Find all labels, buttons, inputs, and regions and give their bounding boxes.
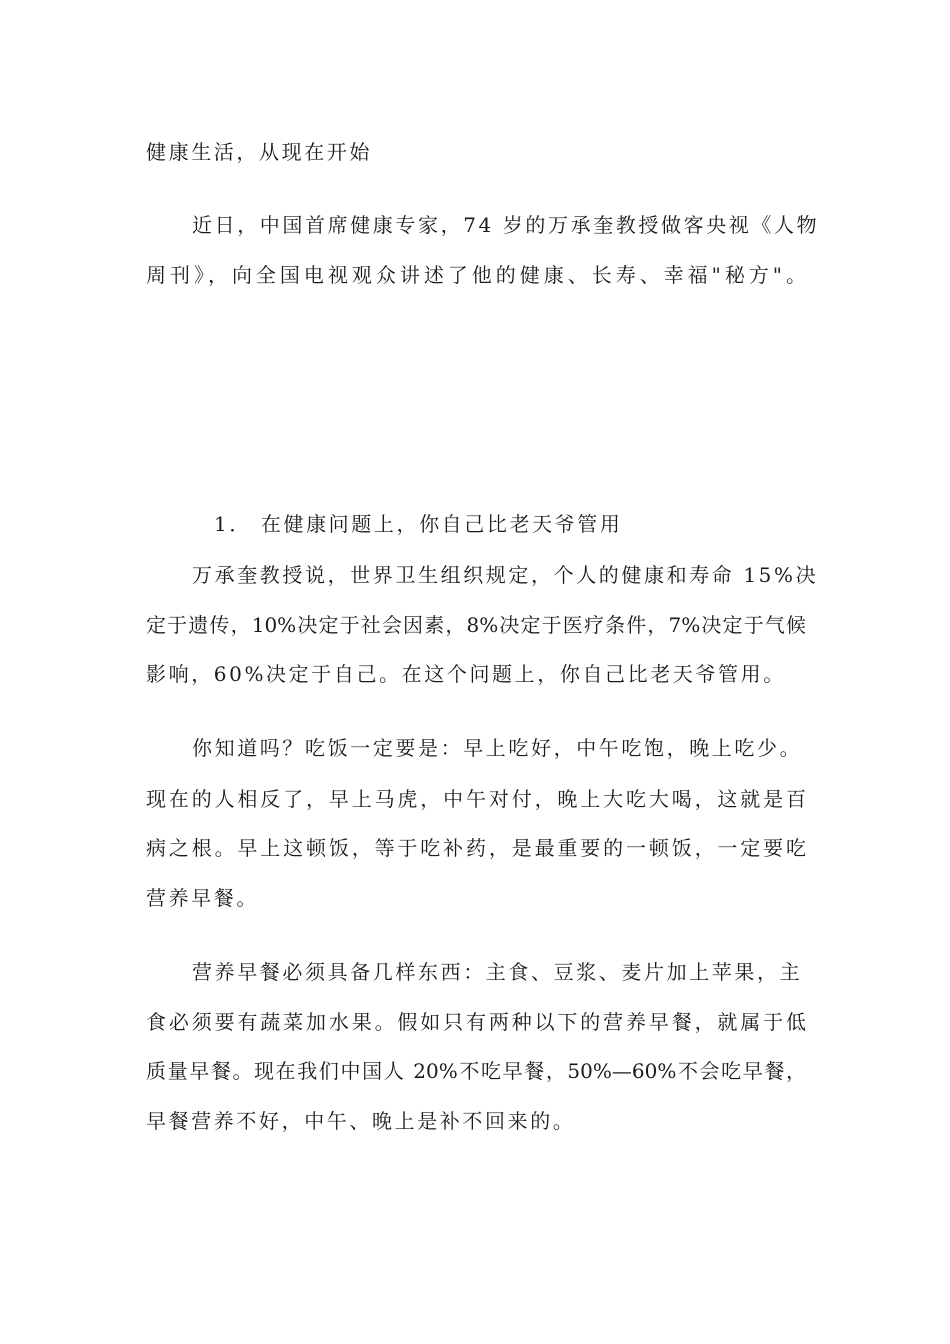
para2-line-3: 病之根。早上这顿饭，等于吃补药，是最重要的一顿饭，一定要吃 — [146, 836, 806, 860]
para2-line-2: 现在的人相反了，早上马虎，中午对付，晚上大吃大喝，这就是百 — [146, 787, 806, 811]
para2-line-1: 你知道吗？吃饭一定要是：早上吃好，中午吃饱，晚上吃少。 — [192, 736, 803, 760]
para3-line-4: 早餐营养不好，中午、晚上是补不回来的。 — [146, 1109, 576, 1133]
para1-line-2: 定于遗传，10%决定于社会因素，8%决定于医疗条件，7%决定于气候 — [146, 613, 806, 637]
para3-line-2: 食必须要有蔬菜加水果。假如只有两种以下的营养早餐，就属于低 — [146, 1010, 806, 1034]
intro-line-2: 周刊》，向全国电视观众讲述了他的健康、长寿、幸福"秘方"。 — [146, 263, 806, 287]
intro-line-1: 近日，中国首席健康专家，74 岁的万承奎教授做客央视《人物 — [192, 213, 820, 237]
para2-line-4: 营养早餐。 — [146, 886, 259, 910]
para3-line-3: 质量早餐。现在我们中国人 20%不吃早餐，50%—60%不会吃早餐， — [146, 1059, 806, 1083]
para1-line-1: 万承奎教授说，世界卫生组织规定，个人的健康和寿命 15%决 — [192, 563, 819, 587]
section-heading: 1． 在健康问题上，你自己比老天爷管用 — [214, 512, 623, 536]
para1-line-3: 影响，60%决定于自己。在这个问题上，你自己比老天爷管用。 — [146, 662, 786, 686]
document-title: 健康生活，从现在开始 — [146, 140, 372, 164]
para3-line-1: 营养早餐必须具备几样东西：主食、豆浆、麦片加上苹果，主 — [192, 960, 803, 984]
